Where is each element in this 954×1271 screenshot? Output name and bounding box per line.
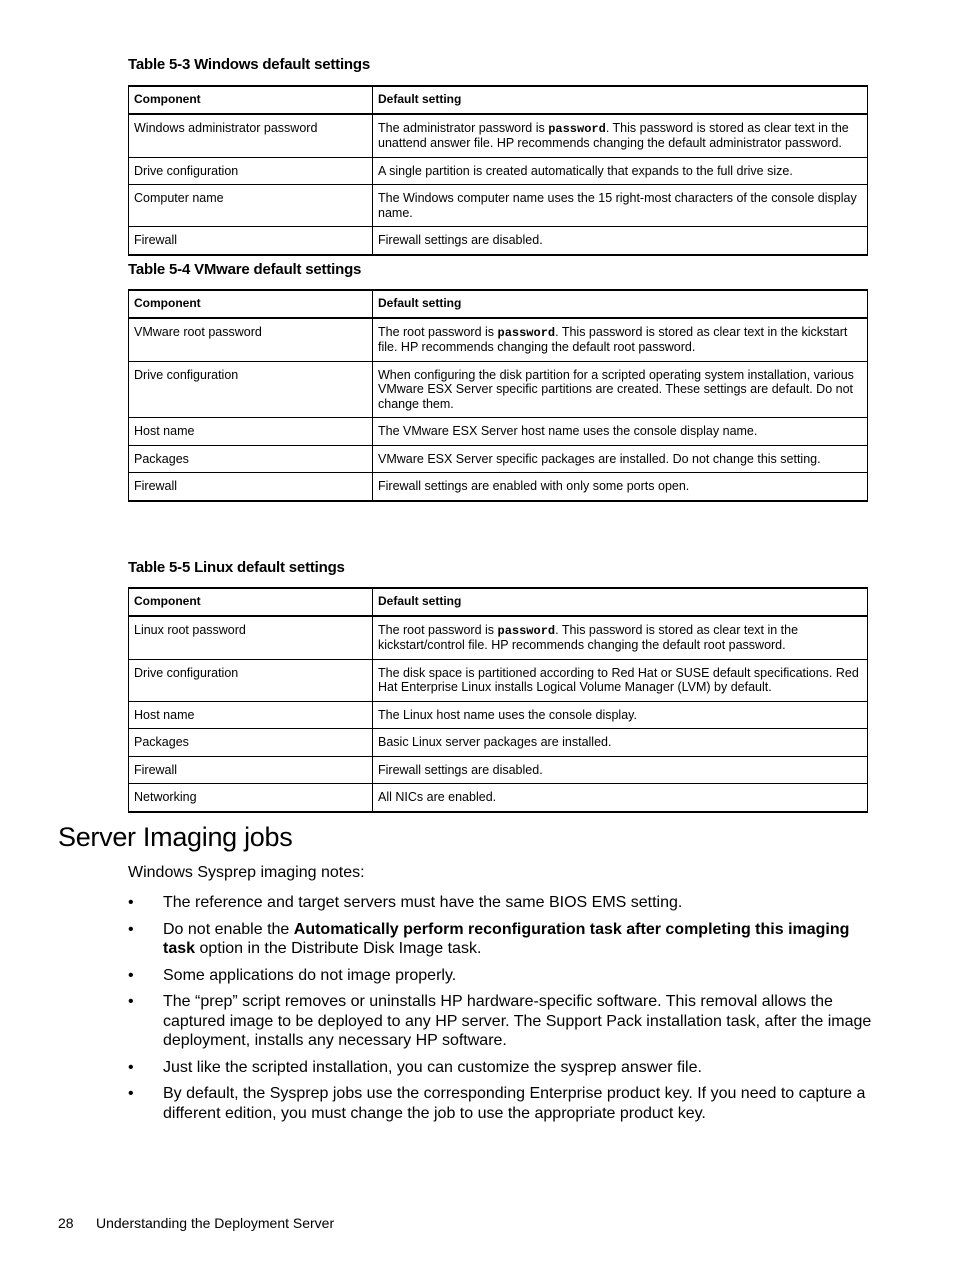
table-row — [129, 318, 868, 362]
bullet-glyph: • — [128, 993, 134, 1010]
list-item-text-pre: Do not enable the — [163, 920, 294, 938]
table-5-5-linux-settings — [128, 587, 868, 813]
row-component: Computer name — [129, 185, 373, 227]
table-row — [129, 157, 868, 185]
table-header-row — [129, 86, 868, 114]
bullet-glyph: • — [128, 920, 134, 938]
setting-code: password — [497, 325, 556, 340]
row-component: Firewall — [129, 756, 373, 784]
table-5-5-caption: Table 5-5 Linux default settings — [128, 559, 345, 576]
section-intro: Windows Sysprep imaging notes: — [128, 864, 365, 881]
table-row — [129, 473, 868, 501]
row-default-setting: Firewall settings are enabled with only some ports open. — [373, 473, 868, 501]
row-component: Drive configuration — [129, 659, 373, 701]
header-component: Component — [129, 290, 373, 318]
row-component: Host name — [129, 418, 373, 446]
row-default-setting: A single partition is created automatically that expands to the full drive size. — [373, 157, 868, 185]
row-component: Packages — [129, 729, 373, 757]
setting-text-post: . This password is stored as clear text in the kickstart file. HP recommends changing the default root password. — [378, 324, 848, 354]
header-component: Component — [129, 86, 373, 114]
list-item — [128, 893, 873, 913]
table-header-row — [129, 588, 868, 616]
bullet-glyph: • — [128, 894, 134, 911]
setting-text-pre: The root password is — [378, 324, 498, 339]
row-default-setting: The Windows computer name uses the 15 right-most characters of the console display name. — [373, 185, 868, 227]
table-row — [129, 701, 868, 729]
table-row — [129, 659, 868, 701]
row-default-setting: Firewall settings are disabled. — [373, 227, 868, 255]
header-default-setting: Default setting — [373, 86, 868, 114]
list-item — [128, 1058, 873, 1078]
list-item-text: The “prep” script removes or uninstalls HP hardware-specific software. This removal allows the captured image to be deployed to any HP server. The Support Pack installation task, after the image deployment, installs any necessary HP software. — [163, 993, 872, 1049]
table-5-3-caption: Table 5-3 Windows default settings — [128, 56, 370, 73]
table-row — [129, 114, 868, 158]
setting-text-pre: The root password is — [378, 622, 498, 637]
row-default-setting: VMware ESX Server specific packages are installed. Do not change this setting. — [373, 445, 868, 473]
table-5-4-vmware-settings — [128, 289, 868, 502]
row-component: Networking — [129, 784, 373, 812]
setting-text-post: . This password is stored as clear text in the unattend answer file. HP recommends changing the default administrator password. — [378, 120, 849, 150]
table-row — [129, 445, 868, 473]
setting-text-post: . This password is stored as clear text in the kickstart/control file. HP recommends changing the default root password. — [378, 622, 799, 652]
option-name-bold: Automatically perform reconfiguration task after completing this imaging task — [163, 920, 850, 957]
row-component: VMware root password — [129, 318, 373, 362]
list-item-text-post: option in the Distribute Disk Image task. — [195, 940, 482, 957]
header-default-setting: Default setting — [373, 588, 868, 616]
row-component: Drive configuration — [129, 361, 373, 418]
setting-code: password — [548, 121, 606, 136]
list-item — [128, 966, 873, 986]
list-item-text: Some applications do not image properly. — [163, 966, 457, 984]
bullet-glyph: • — [128, 1085, 134, 1102]
list-item-text: By default, the Sysprep jobs use the corresponding Enterprise product key. If you need to capture a different edition, you must change the job to use the appropriate product key. — [163, 1085, 866, 1122]
list-item — [128, 920, 873, 959]
row-component: Linux root password — [129, 616, 373, 660]
table-5-3-windows-settings — [128, 85, 868, 256]
footer-title: Understanding the Deployment Server — [96, 1215, 335, 1231]
row-default-setting: All NICs are enabled. — [373, 784, 868, 812]
table-row — [129, 227, 868, 255]
sysprep-notes-list — [128, 893, 873, 1130]
row-default-setting: Basic Linux server packages are installed. — [373, 729, 868, 757]
section-heading: Server Imaging jobs — [58, 822, 293, 852]
setting-text-pre: The administrator password is — [378, 120, 549, 135]
bullet-glyph: • — [128, 1058, 134, 1076]
table-row — [129, 185, 868, 227]
row-default-setting: Firewall settings are disabled. — [373, 756, 868, 784]
table-row — [129, 729, 868, 757]
row-default-setting: When configuring the disk partition for a scripted operating system installation, various VMware ESX Server specific partitions are created. These settings are default. Do not change them. — [373, 361, 868, 418]
page-footer — [58, 1215, 334, 1231]
row-component: Host name — [129, 701, 373, 729]
row-default-setting: The disk space is partitioned according to Red Hat or SUSE default specifications. Red Hat Enterprise Linux installs Logical Volume Manager (LVM) by default. — [373, 659, 868, 701]
list-item-text: The reference and target servers must have the same BIOS EMS setting. — [163, 894, 683, 911]
table-row — [129, 418, 868, 446]
row-component: Firewall — [129, 473, 373, 501]
row-component: Packages — [129, 445, 373, 473]
header-default-setting: Default setting — [373, 290, 868, 318]
row-default-setting: The VMware ESX Server host name uses the console display name. — [373, 418, 868, 446]
table-row — [129, 616, 868, 660]
page-number: 28 — [58, 1215, 74, 1231]
table-row — [129, 756, 868, 784]
table-5-4-caption: Table 5-4 VMware default settings — [128, 261, 362, 278]
row-default-setting — [373, 616, 868, 660]
row-default-setting: The Linux host name uses the console display. — [373, 701, 868, 729]
setting-code: password — [497, 623, 556, 638]
row-component: Firewall — [129, 227, 373, 255]
list-item-text: Just like the scripted installation, you can customize the sysprep answer file. — [163, 1058, 702, 1076]
table-row — [129, 784, 868, 812]
header-component: Component — [129, 588, 373, 616]
row-component: Drive configuration — [129, 157, 373, 185]
list-item — [128, 1084, 873, 1123]
row-component: Windows administrator password — [129, 114, 373, 158]
row-default-setting — [373, 318, 868, 362]
bullet-glyph: • — [128, 966, 134, 984]
table-row — [129, 361, 868, 418]
table-header-row — [129, 290, 868, 318]
list-item — [128, 992, 873, 1051]
row-default-setting — [373, 114, 868, 158]
